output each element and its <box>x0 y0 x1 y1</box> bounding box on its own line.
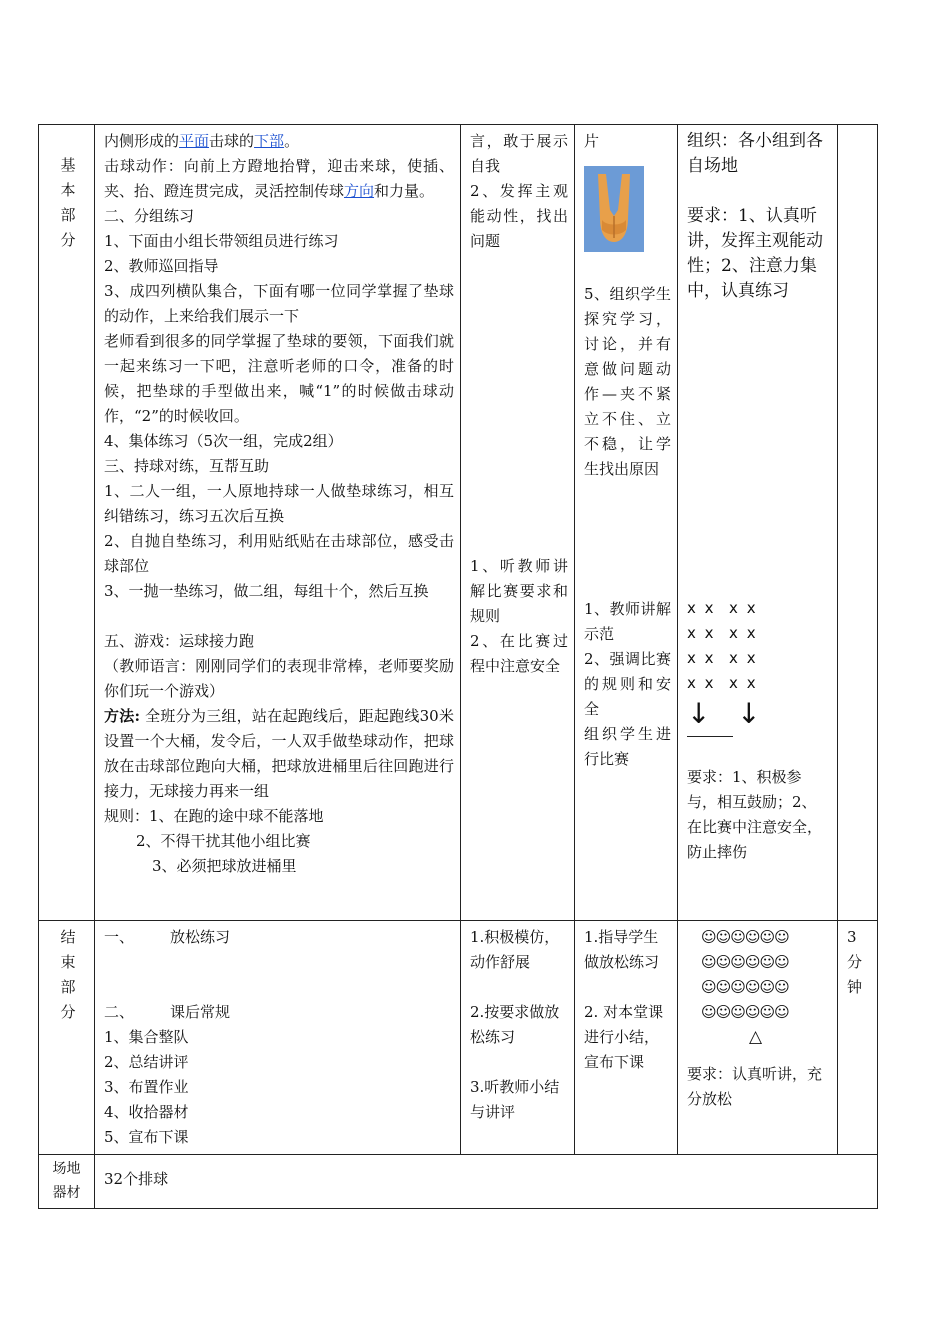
end-content-cell <box>95 921 461 1155</box>
teacher-activity: 片 <box>584 132 600 150</box>
student-activity: 3.听教师小结与讲评 <box>470 1078 560 1121</box>
basic-section-row <box>39 125 878 921</box>
content-line: 1、二人一组，一人原地持球一人做垫球练习，相互纠错练习，练习五次后互换 <box>104 482 454 525</box>
basic-student-cell <box>461 125 575 921</box>
routine-item: 1、集合整队 <box>104 1028 189 1046</box>
hands-image <box>584 166 644 252</box>
routine-item: 2、总结讲评 <box>104 1053 189 1071</box>
end-organization-cell <box>678 921 838 1155</box>
content-line: 击球动作：向前上方蹬地抬臂，迎击来球，使插、夹、抬、蹬连贯完成，灵活控制传球方向和力量。 <box>104 157 454 200</box>
smile-row: ☺☺☺☺☺☺ <box>701 978 789 996</box>
routine-item: 4、收拾器材 <box>104 1103 189 1121</box>
teacher-position-icon: △ <box>749 1027 763 1047</box>
student-formation <box>687 925 831 1025</box>
end-student-cell <box>461 921 575 1155</box>
content-line: 五、游戏：运球接力跑 <box>104 632 255 650</box>
direction-arrows: ↓ ↓ <box>687 697 761 730</box>
end-teacher-cell <box>575 921 678 1155</box>
link-plane[interactable]: 平面 <box>179 132 210 150</box>
student-activity: 2、发挥主观能动性，找出问题 <box>470 182 568 250</box>
teacher-activity: 组织学生进行比赛 <box>584 725 671 768</box>
student-activity: 2、在比赛过程中注意安全 <box>470 632 568 675</box>
content-line: 3、一抛一垫练习，做二组，每组十个，然后互换 <box>104 582 429 600</box>
basic-teacher-cell <box>575 125 678 921</box>
organization-requirement: 要求：1、积极参与，相互鼓励；2、在比赛中注意安全，防止摔伤 <box>687 768 823 861</box>
hand-position-photo <box>584 166 644 252</box>
content-line: 2、不得干扰其他小组比赛 <box>136 832 311 850</box>
link-lower[interactable]: 下部 <box>254 132 285 150</box>
teacher-activity: 2、强调比赛的规则和安全 <box>584 650 671 718</box>
content-line: 2、自抛自垫练习，利用贴纸贴在击球部位，感受击球部位 <box>104 532 454 575</box>
content-line: 内侧形成的平面击球的下部。 <box>104 132 300 150</box>
start-line <box>687 736 733 737</box>
link-direction[interactable]: 方向 <box>344 182 375 200</box>
smile-row: ☺☺☺☺☺☺ <box>701 1003 789 1021</box>
basic-content-cell <box>95 125 461 921</box>
basic-time-cell <box>838 125 878 921</box>
content-line: 2、教师巡回指导 <box>104 257 219 275</box>
routine-item: 3、布置作业 <box>104 1078 189 1096</box>
organization-text: 组织：各小组到各自场地 <box>687 131 823 176</box>
venue-row <box>39 1155 878 1209</box>
end-section-label: 结 束 部 分 <box>39 921 95 1155</box>
content-line: 二、 课后常规 <box>104 1003 231 1021</box>
teacher-activity: 1.指导学生做放松练习 <box>584 928 660 971</box>
formation-diagram <box>687 596 831 696</box>
student-activity: 1.积极模仿，动作舒展 <box>470 928 560 971</box>
content-line: 1、下面由小组长带领组员进行练习 <box>104 232 339 250</box>
organization-requirement: 要求：1、认真听讲，发挥主观能动性；2、注意力集中，认真练习 <box>687 206 823 301</box>
student-activity: 1、听教师讲解比赛要求和规则 <box>470 557 568 625</box>
content-line: 方法: 全班分为三组，站在起跑线后，距起跑线30米设置一个大桶，发令后，一人双手做垫球动作，把球放在击球部位跑向大桶，把球放进桶里后往回跑进行接力，无球接力再来一组 <box>104 707 454 800</box>
basic-section-label: 基 本 部 分 <box>39 125 95 921</box>
venue-label: 场地 器材 <box>39 1155 95 1209</box>
smile-row: ☺☺☺☺☺☺ <box>701 928 789 946</box>
content-line: 3、成四列横队集合，下面有哪一位同学掌握了垫球的动作，上来给我们展示一下 <box>104 282 454 325</box>
basic-organization-cell <box>678 125 838 921</box>
formation-row: x x x x <box>687 649 758 667</box>
content-line: （教师语言：刚刚同学们的表现非常棒，老师要奖励你们玩一个游戏） <box>104 657 454 700</box>
smile-row: ☺☺☺☺☺☺ <box>701 953 789 971</box>
content-line: 3、必须把球放进桶里 <box>152 857 297 875</box>
formation-row: x x x x <box>687 624 758 642</box>
venue-value: 32个排球 <box>95 1155 878 1209</box>
content-line: 一、 放松练习 <box>104 928 231 946</box>
end-section-row <box>39 921 878 1155</box>
teacher-activity: 5、组织学生探究学习，讨论，并有意做问题动作—夹不紧立不住、立不稳，让学生找出原因 <box>584 285 671 478</box>
formation-row: x x x x <box>687 599 758 617</box>
content-line: 二、分组练习 <box>104 207 195 225</box>
student-activity: 言，敢于展示自我 <box>470 132 568 175</box>
formation-row: x x x x <box>687 674 758 692</box>
content-line: 老师看到很多的同学掌握了垫球的要领，下面我们就一起来练习一下吧，注意听老师的口令，准备的时候，把垫球的手型做出来，喊“1”的时候做击球动作，“2”的时候收回。 <box>104 332 454 425</box>
content-line: 规则：1、在跑的途中球不能落地 <box>104 807 324 825</box>
teacher-activity: 1、教师讲解示范 <box>584 600 671 643</box>
lesson-plan-table <box>38 124 878 1209</box>
organization-requirement: 要求：认真听讲，充分放松 <box>687 1065 823 1108</box>
content-line: 4、集体练习（5次一组，完成2组） <box>104 432 343 450</box>
student-activity: 2.按要求做放松练习 <box>470 1003 560 1046</box>
end-time-cell: 3 分 钟 <box>838 921 878 1155</box>
routine-item: 5、宣布下课 <box>104 1128 189 1146</box>
content-line: 三、持球对练，互帮互助 <box>104 457 270 475</box>
teacher-activity: 2. 对本堂课进行小结，宣布下课 <box>584 1003 664 1071</box>
